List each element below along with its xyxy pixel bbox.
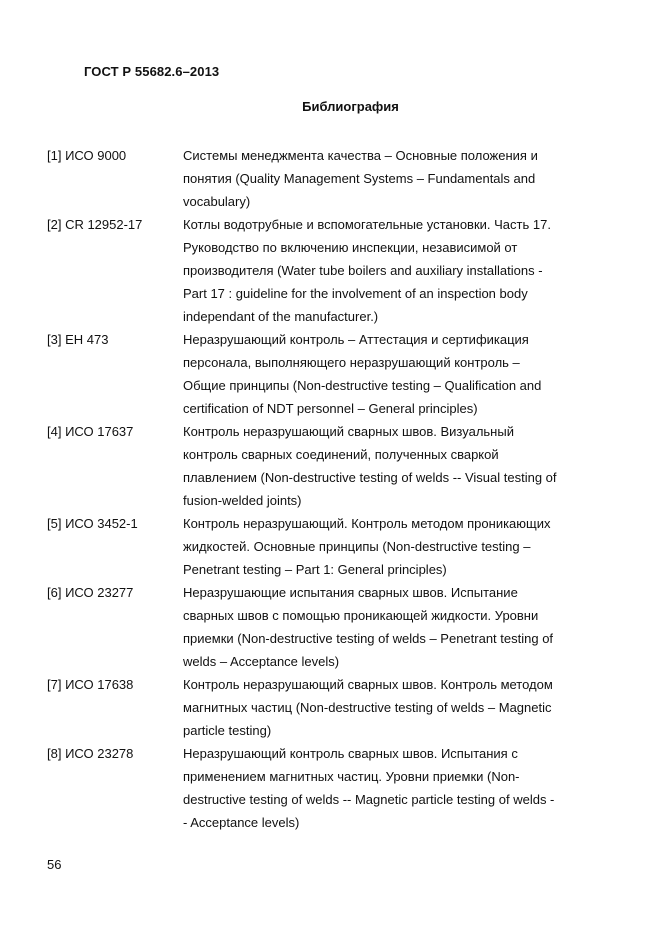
entry-line: Контроль неразрушающий сварных швов. Визуальный bbox=[183, 424, 514, 439]
entry-description bbox=[183, 144, 578, 213]
bibliography-title: Библиография bbox=[302, 99, 399, 114]
entry-line: Неразрушающие испытания сварных швов. Испытание bbox=[183, 585, 518, 600]
entry-line: персонала, выполняющего неразрушающий контроль – bbox=[183, 355, 520, 370]
entry-description bbox=[183, 512, 578, 581]
entry-line: Контроль неразрушающий. Контроль методом проникающих bbox=[183, 516, 551, 531]
bibliography-entry bbox=[47, 581, 587, 673]
bibliography-entry bbox=[47, 673, 587, 742]
entry-line: certification of NDT personnel – General principles) bbox=[183, 401, 478, 416]
entry-reference: [7] ИСО 17638 bbox=[47, 677, 134, 692]
bibliography-list bbox=[47, 144, 587, 834]
entry-line: Part 17 : guideline for the involvement of an inspection body bbox=[183, 286, 528, 301]
entry-line: independant of the manufacturer.) bbox=[183, 309, 379, 324]
bibliography-entry bbox=[47, 213, 587, 328]
entry-reference: [6] ИСО 23277 bbox=[47, 585, 134, 600]
entry-line: приемки (Non-destructive testing of welds – Penetrant testing of bbox=[183, 631, 554, 646]
entry-line: Системы менеджмента качества – Основные положения и bbox=[183, 148, 538, 163]
entry-line: fusion-welded joints) bbox=[183, 493, 302, 508]
entry-description bbox=[183, 581, 578, 673]
entry-description bbox=[183, 420, 578, 512]
entry-line: плавлением (Non-destructive testing of welds -- Visual testing of bbox=[183, 470, 557, 485]
entry-reference: [3] ЕН 473 bbox=[47, 332, 109, 347]
entry-line: Руководство по включению инспекции, независимой от bbox=[183, 240, 518, 255]
entry-line: магнитных частиц (Non-destructive testing of welds – Magnetic bbox=[183, 700, 552, 715]
entry-line: Неразрушающий контроль сварных швов. Испытания с bbox=[183, 746, 518, 761]
entry-description bbox=[183, 213, 578, 328]
standard-code-header: ГОСТ Р 55682.6–2013 bbox=[84, 64, 220, 79]
entry-reference: [2] CR 12952-17 bbox=[47, 217, 143, 232]
entry-line: понятия (Quality Management Systems – Fundamentals and bbox=[183, 171, 536, 186]
entry-line: Неразрушающий контроль – Аттестация и сертификация bbox=[183, 332, 529, 347]
entry-reference: [8] ИСО 23278 bbox=[47, 746, 134, 761]
entry-reference: [4] ИСО 17637 bbox=[47, 424, 134, 439]
entry-line: Контроль неразрушающий сварных швов. Контроль методом bbox=[183, 677, 553, 692]
entry-line: Penetrant testing – Part 1: General principles) bbox=[183, 562, 447, 577]
entry-line: destructive testing of welds -- Magnetic particle testing of welds - bbox=[183, 792, 555, 807]
entry-description bbox=[183, 328, 578, 420]
bibliography-entry bbox=[47, 420, 587, 512]
bibliography-entry bbox=[47, 328, 587, 420]
entry-line: particle testing) bbox=[183, 723, 272, 738]
entry-line: Общие принципы (Non-destructive testing – Qualification and bbox=[183, 378, 542, 393]
entry-line: - Acceptance levels) bbox=[183, 815, 300, 830]
entry-line: производителя (Water tube boilers and auxiliary installations - bbox=[183, 263, 543, 278]
entry-line: жидкостей. Основные принципы (Non-destructive testing – bbox=[183, 539, 531, 554]
page-number: 56 bbox=[47, 857, 62, 872]
entry-line: контроль сварных соединений, полученных сваркой bbox=[183, 447, 499, 462]
entry-description bbox=[183, 673, 578, 742]
entry-line: vocabulary) bbox=[183, 194, 251, 209]
bibliography-entry bbox=[47, 512, 587, 581]
entry-line: сварных швов с помощью проникающей жидкости. Уровни bbox=[183, 608, 539, 623]
bibliography-entry bbox=[47, 144, 587, 213]
entry-reference: [1] ИСО 9000 bbox=[47, 148, 127, 163]
bibliography-entry bbox=[47, 742, 587, 834]
entry-line: применением магнитных частиц. Уровни приемки (Non- bbox=[183, 769, 520, 784]
entry-line: welds – Acceptance levels) bbox=[183, 654, 340, 669]
entry-reference: [5] ИСО 3452-1 bbox=[47, 516, 138, 531]
entry-description bbox=[183, 742, 578, 834]
entry-line: Котлы водотрубные и вспомогательные установки. Часть 17. bbox=[183, 217, 551, 232]
